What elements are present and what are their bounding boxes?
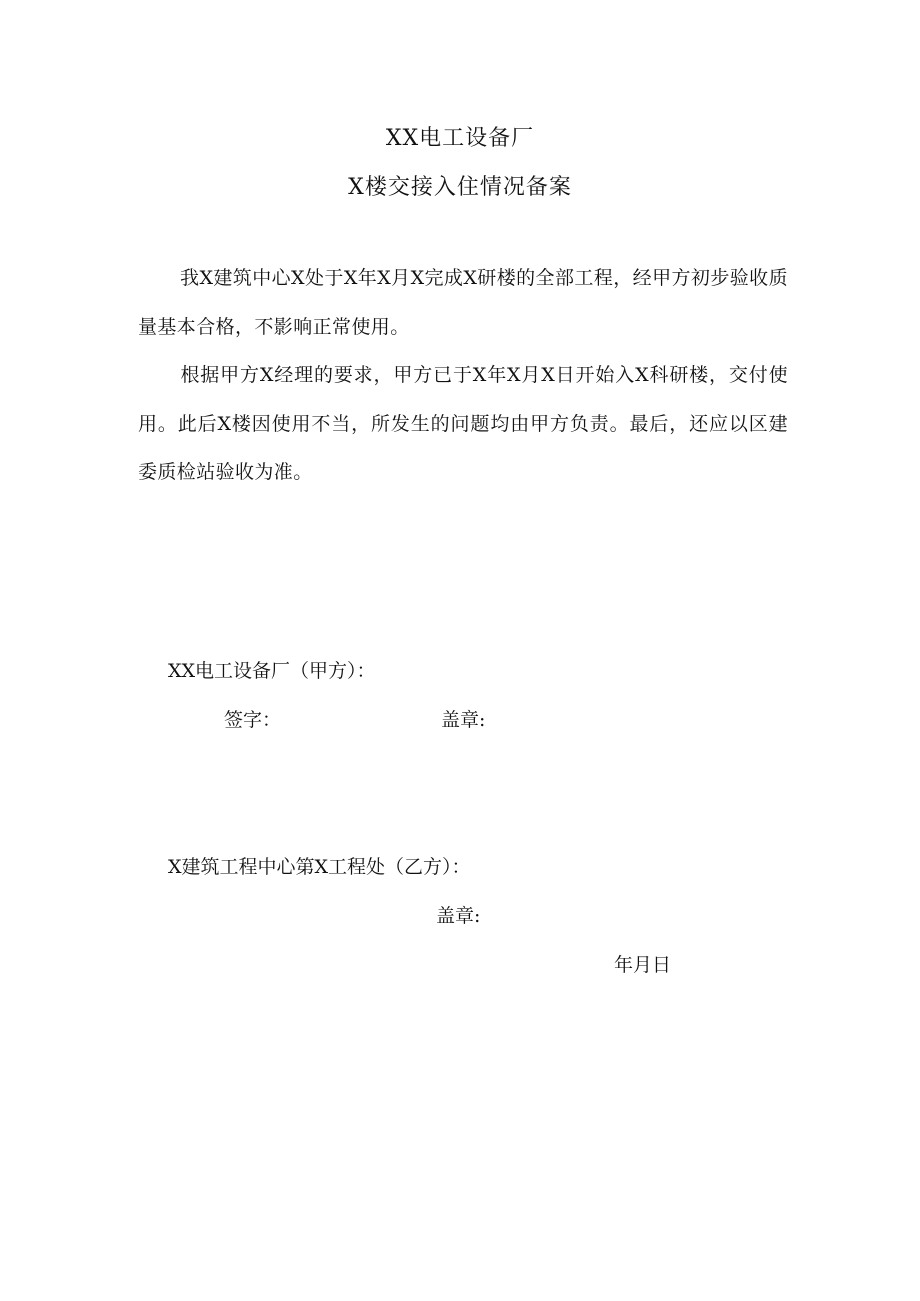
- document-title: [0, 124, 920, 154]
- document-subtitle-text: X楼交接入住情况备案: [348, 175, 572, 200]
- party-b-seal-label: 盖章:: [436, 905, 481, 927]
- paragraph-completion-text: 我X建筑中心X处于X年X月X完成X研楼的全部工程，经甲方初步验收质量基本合格，不影响正常使用。: [138, 267, 788, 338]
- document-subtitle: [0, 173, 920, 203]
- party-b-label: X建筑工程中心第X工程处（乙方）：: [168, 856, 471, 878]
- date-label: 年月日: [614, 954, 672, 976]
- paragraph-handover-text: 根据甲方X经理的要求，甲方已于X年X月X日开始入X科研楼，交付使用。此后X楼因使用不当，所发生的问题均由甲方负责。最后，还应以区建委质检站验收为准。: [138, 364, 788, 483]
- paragraph-handover: [138, 351, 788, 497]
- party-a-label: XX电工设备厂（甲方）：: [168, 660, 376, 682]
- document-title-text: XX电工设备厂: [385, 126, 535, 151]
- signature-label: 签字：: [224, 709, 282, 731]
- party-a-seal-label: 盖章:: [441, 709, 486, 731]
- paragraph-completion: [138, 254, 788, 351]
